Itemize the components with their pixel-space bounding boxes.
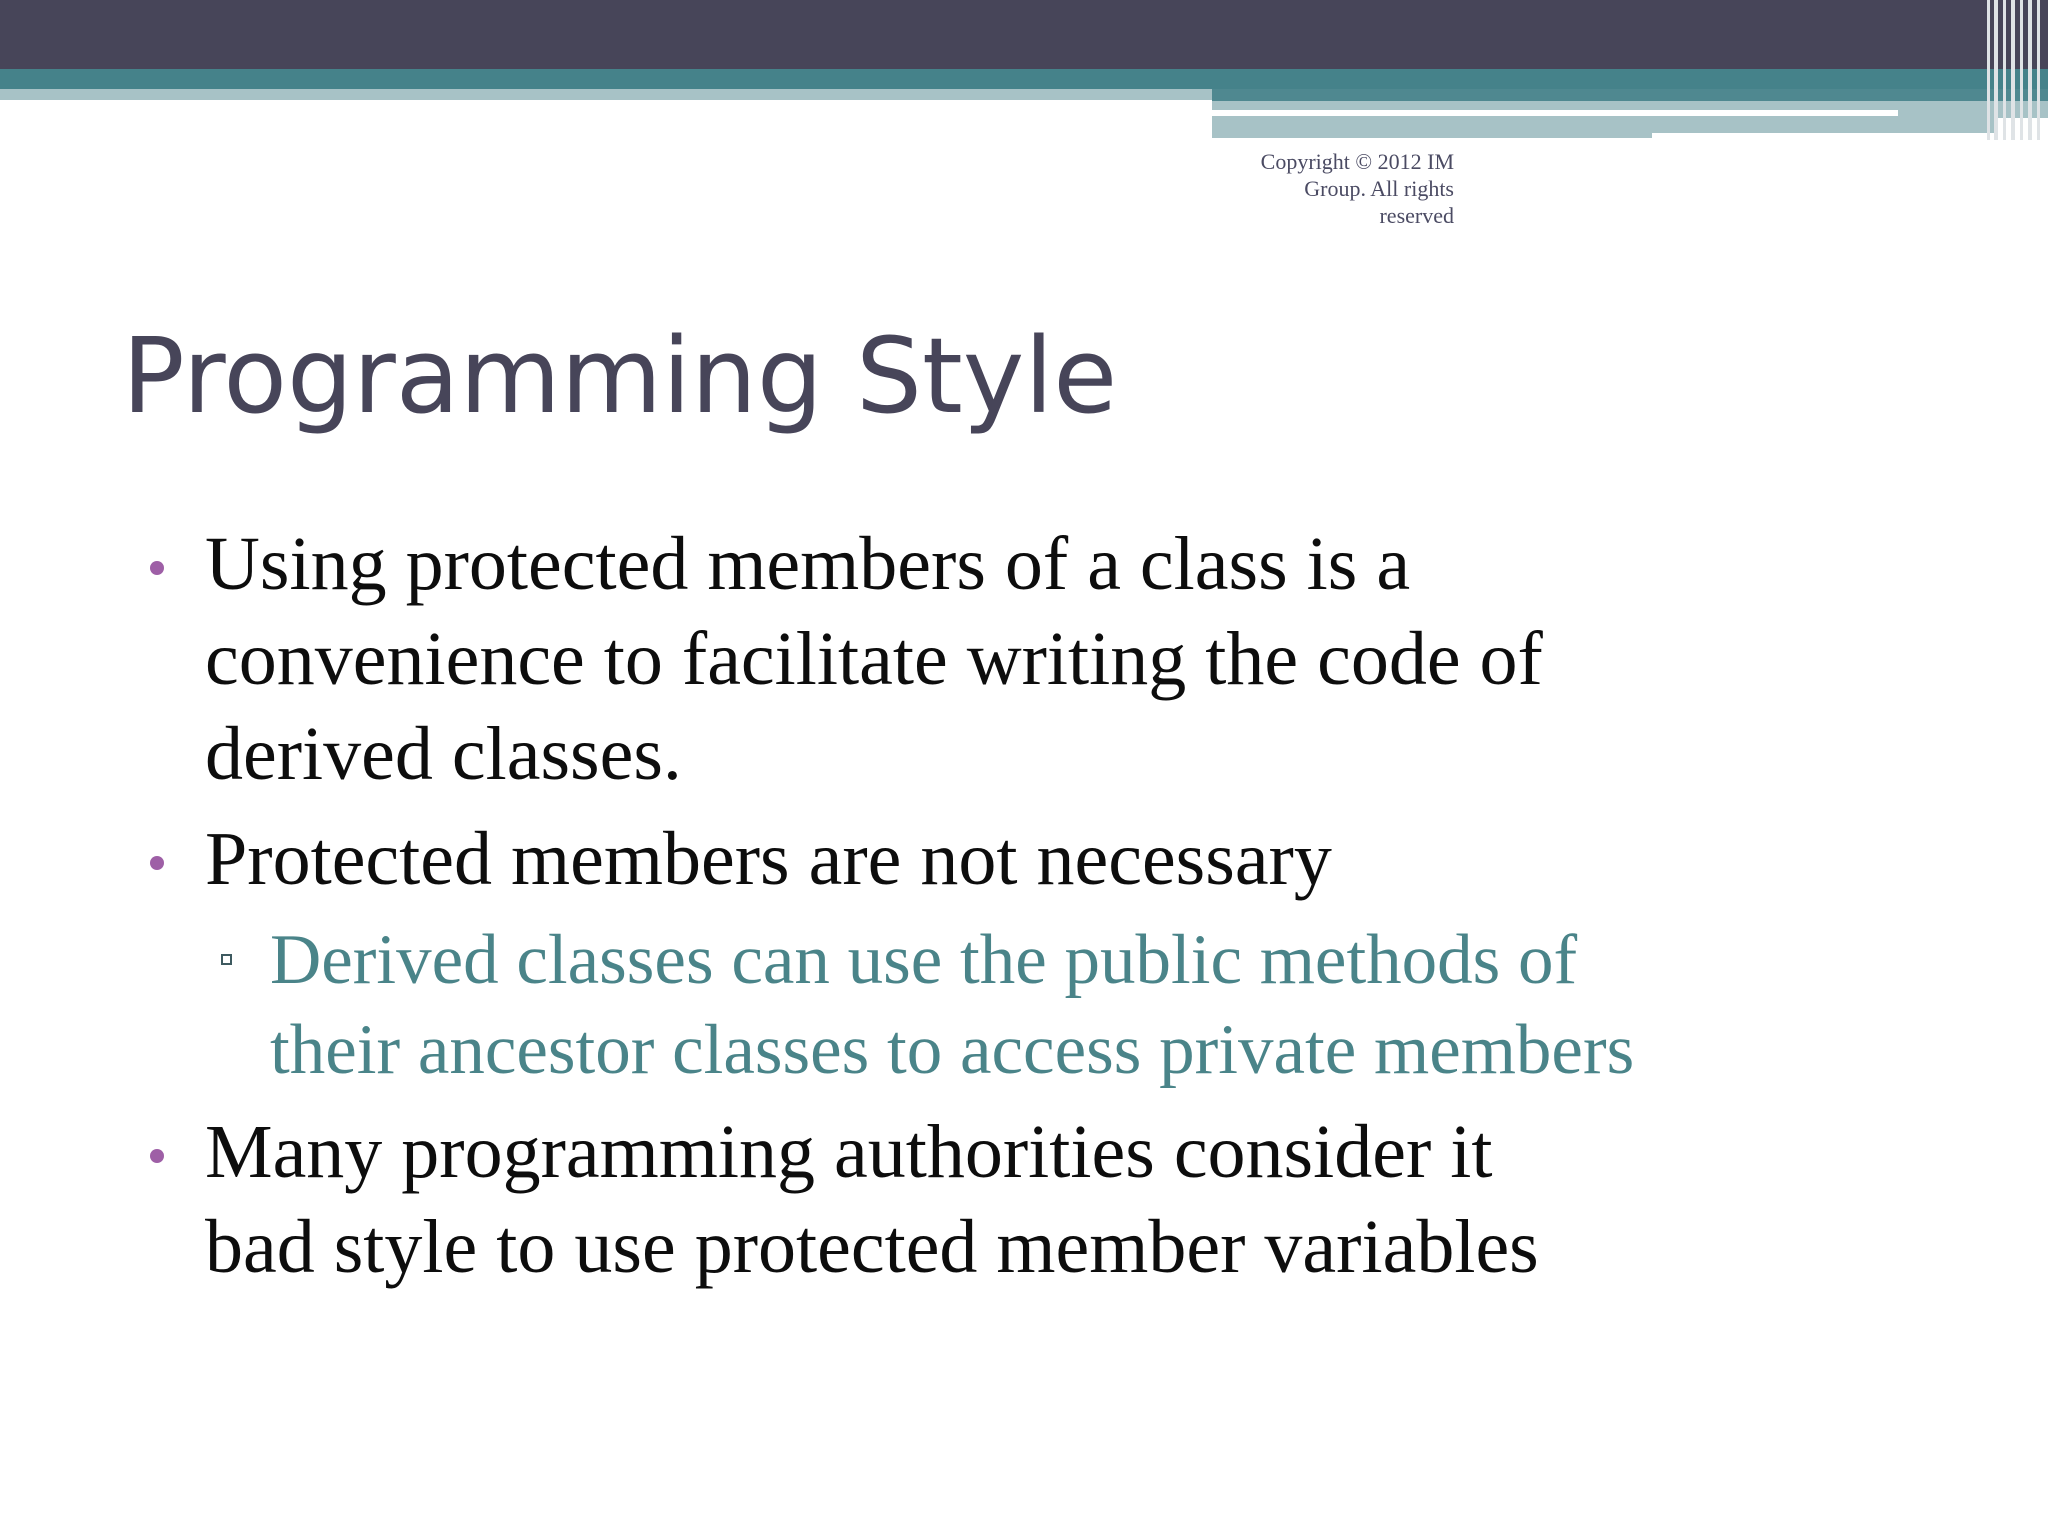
copyright-line-2: Group. All rights (1304, 176, 1454, 201)
bullet-dot (150, 561, 164, 575)
header-band-light-left (0, 89, 1212, 100)
copyright-notice (1160, 148, 1454, 229)
bullet-3-line-2: bad style to use protected member variables (205, 1205, 1539, 1289)
edge-stripes (1985, 0, 2048, 140)
header-band-light-right-tail (1652, 118, 1997, 133)
header-band-teal (0, 69, 2048, 89)
slide-title: Programming Style (122, 315, 1118, 437)
bullet-1-line-1: Using protected members of a class is a (205, 522, 1411, 606)
header-band-light-right-lower (1212, 118, 1652, 138)
bullet-1-line-3: derived classes. (205, 712, 682, 796)
copyright-line-3: reserved (1379, 203, 1454, 228)
header-band-dark (0, 0, 2048, 69)
bullet-dot (150, 856, 164, 870)
header-white-line (1212, 110, 1898, 116)
bullet-2-line-1: Protected members are not necessary (205, 817, 1332, 901)
sub-bullet-line-1: Derived classes can use the public methods of (270, 921, 1578, 999)
sub-bullet-line-2: their ancestor classes to access private members (270, 1011, 1635, 1089)
bullet-3-line-1: Many programming authorities consider it (205, 1110, 1493, 1194)
copyright-line-1: Copyright © 2012 IM (1260, 149, 1454, 174)
bullet-1-line-2: convenience to facilitate writing the code of (205, 617, 1543, 701)
header-band-teal-right (1212, 89, 2048, 101)
bullet-dot (150, 1149, 164, 1163)
sub-bullet-marker (221, 954, 232, 965)
